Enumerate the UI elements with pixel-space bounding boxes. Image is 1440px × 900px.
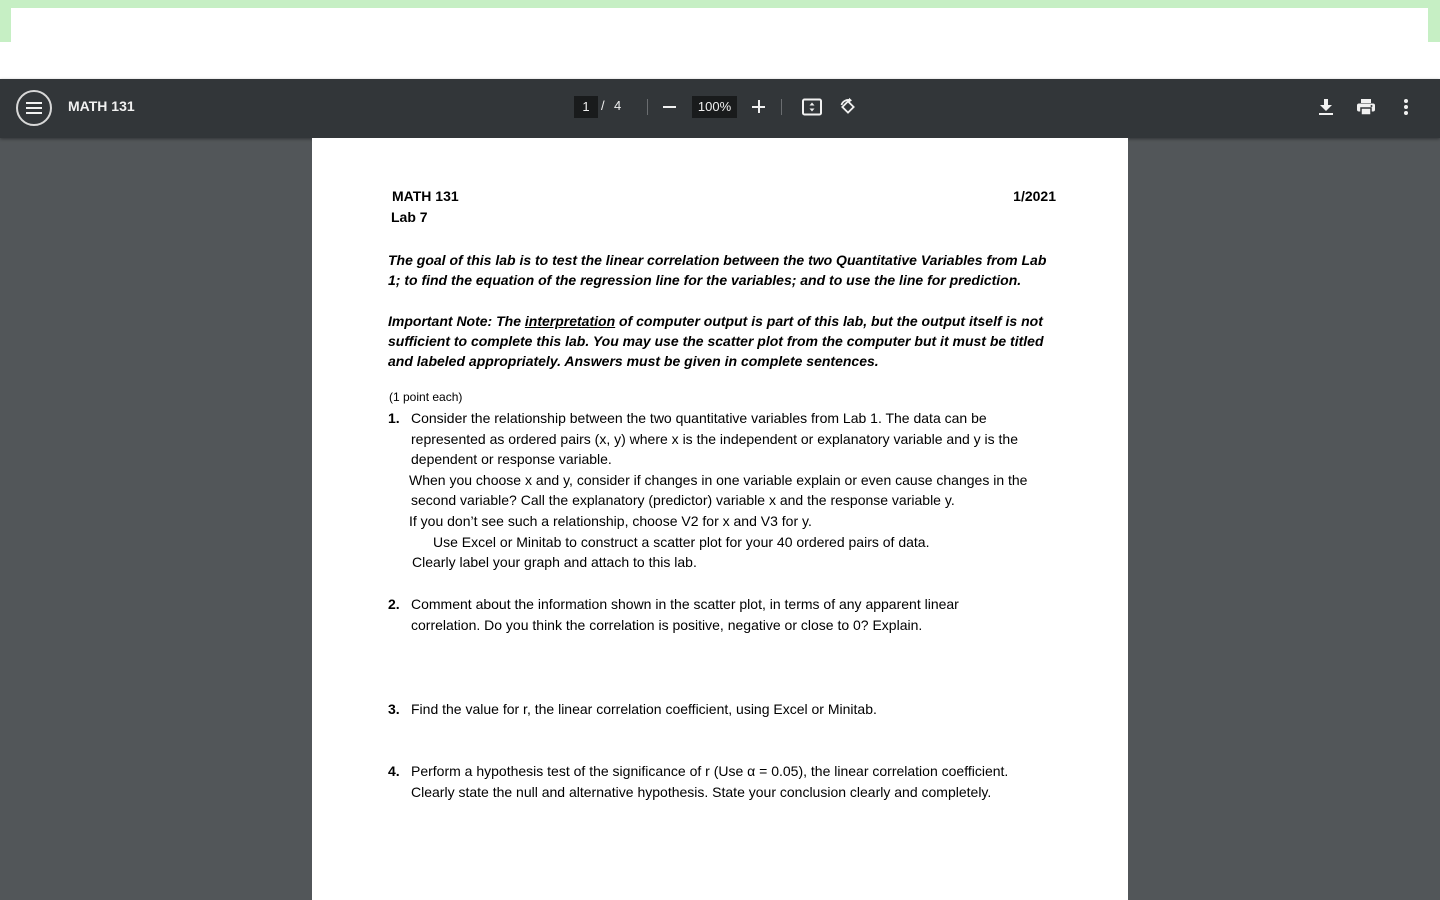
- print-icon: [1356, 98, 1376, 116]
- goal-line: 1; to find the equation of the regression line for the variables; and to use the line for prediction.: [388, 272, 1022, 288]
- download-button[interactable]: [1313, 94, 1339, 120]
- more-options-button[interactable]: [1393, 94, 1419, 120]
- question-line: Use Excel or Minitab to construct a scatter plot for your 40 ordered pairs of data.: [433, 533, 930, 550]
- note-line: sufficient to complete this lab. You may use the scatter plot from the computer but it must be titled: [388, 333, 1044, 349]
- date-label: 1/2021: [1013, 188, 1056, 204]
- document-title: MATH 131: [68, 98, 135, 114]
- note-underlined-word: interpretation: [524, 313, 616, 329]
- question-line: Clearly state the null and alternative hypothesis. State your conclusion clearly and completely.: [411, 783, 992, 800]
- course-title: MATH 131: [392, 188, 459, 204]
- question-line: Comment about the information shown in the scatter plot, in terms of any apparent linear: [411, 596, 959, 612]
- goal-paragraph: [388, 250, 1060, 290]
- rotate-icon: [838, 97, 858, 117]
- minus-icon: [663, 106, 676, 108]
- browser-top-strip: [0, 0, 1440, 79]
- pdf-toolbar: [0, 79, 1440, 138]
- fit-to-page-button[interactable]: [799, 94, 825, 120]
- question-body: [411, 594, 1061, 635]
- question-line: dependent or response variable.: [411, 451, 612, 468]
- rotate-button[interactable]: [835, 94, 861, 120]
- toolbar-divider: [781, 99, 782, 115]
- question-body: [411, 761, 1061, 802]
- question-line: represented as ordered pairs (x, y) where x is the independent or explanatory variable and y is the: [411, 430, 1019, 447]
- note-line: and labeled appropriately. Answers must be given in complete sentences.: [388, 353, 879, 369]
- question-line: Perform a hypothesis test of the significance of r (Use α = 0.05), the linear correlation coefficient.: [411, 763, 1009, 779]
- zoom-out-button[interactable]: [660, 96, 680, 118]
- toolbar-divider: [647, 99, 648, 115]
- goal-line: The goal of this lab is to test the linear correlation between the two Quantitative Variables from Lab: [388, 252, 1047, 268]
- page-number-input[interactable]: 1: [574, 96, 598, 118]
- menu-button[interactable]: [16, 90, 52, 126]
- question-line: If you don’t see such a relationship, choose V2 for x and V3 for y.: [409, 512, 812, 529]
- important-note: [388, 311, 1060, 371]
- question-number: 2.: [388, 596, 400, 612]
- zoom-input[interactable]: 100%: [692, 96, 737, 118]
- download-icon: [1318, 98, 1334, 116]
- lab-title: Lab 7: [391, 209, 428, 225]
- more-vert-icon: [1403, 98, 1409, 116]
- menu-icon: [26, 102, 42, 114]
- question-line: Clearly label your graph and attach to this lab.: [412, 554, 697, 571]
- fit-to-page-icon: [802, 98, 822, 116]
- pdf-page: [312, 138, 1128, 900]
- page-total: 4: [614, 98, 622, 113]
- question-number: 4.: [388, 763, 400, 779]
- question-line: correlation. Do you think the correlation is positive, negative or close to 0? Explain.: [411, 616, 923, 633]
- question-number: 1.: [388, 410, 400, 426]
- print-button[interactable]: [1353, 94, 1379, 120]
- question-body: [411, 699, 1061, 720]
- note-line: Important Note: The interpretation of computer output is part of this lab, but the output itself is not: [388, 313, 1043, 329]
- question-line: When you choose x and y, consider if changes in one variable explain or even cause changes in the: [409, 471, 1028, 488]
- question-line: second variable? Call the explanatory (predictor) variable x and the response variable y.: [411, 492, 955, 509]
- question-body: [411, 408, 1061, 573]
- zoom-in-button[interactable]: [749, 96, 769, 118]
- blank-panel: [11, 8, 1428, 79]
- question-number: 3.: [388, 701, 400, 717]
- question-line: Consider the relationship between the two quantitative variables from Lab 1. The data can be: [411, 410, 987, 426]
- question-line: Find the value for r, the linear correlation coefficient, using Excel or Minitab.: [411, 701, 877, 717]
- page-separator: /: [601, 98, 605, 113]
- points-label: (1 point each): [389, 390, 463, 404]
